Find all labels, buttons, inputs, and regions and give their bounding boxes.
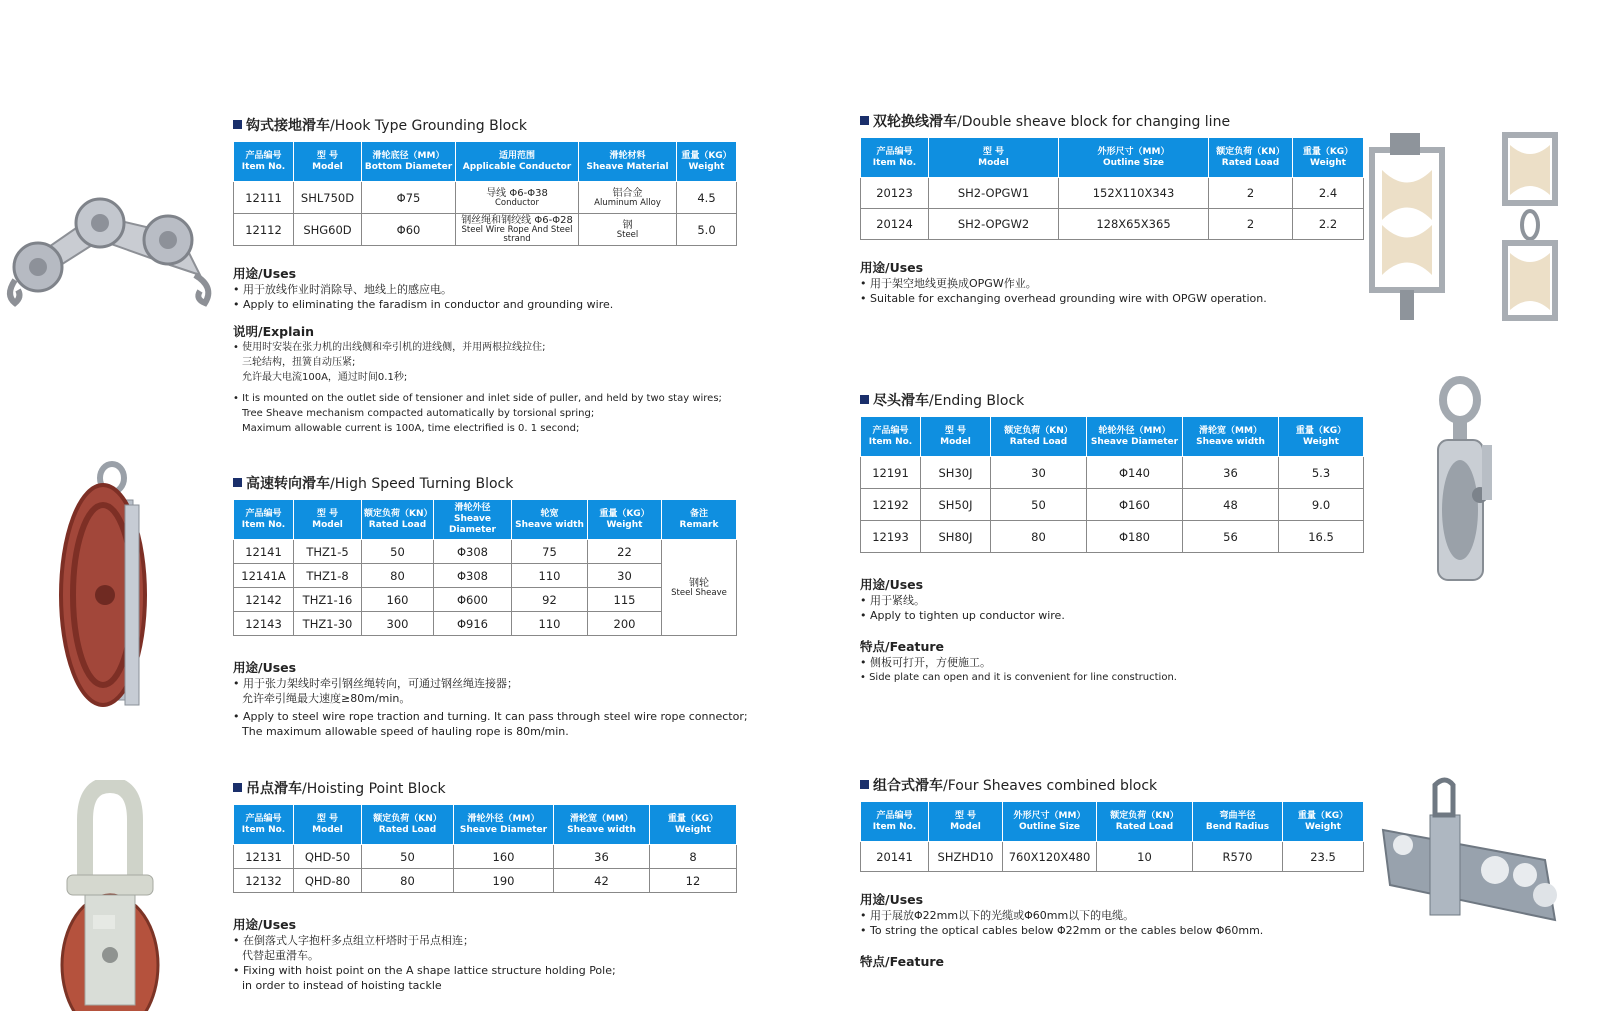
uses-block: 用途/Uses • 在倒落式人字抱杆多点组立杆塔时于吊点相连； 代替起重滑车。 • Fixing with hoist point on the A shape lattice structure holding Pole; in order to instead of hoisting tackle bbox=[233, 915, 737, 993]
table-header-row: 产品编号 Item No. 型 号 Model 外形尺寸（MM） Outline Size 额定负荷（KN） Rated Load 弯曲半径 Bend Radius 重量（KG） Weight bbox=[861, 802, 1364, 842]
uses-block: 用途/Uses • 用于展放Φ22mm以下的光缆或Φ60mm以下的电缆。 • To string the optical cables below Φ22mm or the cables below Φ60mm. bbox=[860, 890, 1364, 938]
square-bullet-icon bbox=[233, 783, 242, 792]
section-high-speed-turning-block bbox=[233, 473, 748, 739]
header-cell: 型 号 Model bbox=[294, 142, 362, 182]
section-title: 吊点滑车/Hoisting Point Block bbox=[233, 778, 737, 798]
section-hoisting-point-block bbox=[233, 778, 737, 993]
spec-table bbox=[233, 804, 737, 893]
feature-block: 特点/Feature • 侧板可打开，方便施工。 • Side plate can open and it is convenient for line construction. bbox=[860, 637, 1364, 685]
table-row: 12192 SH50J 50 Φ160 48 9.0 bbox=[861, 489, 1364, 521]
spec-table bbox=[860, 801, 1364, 872]
table-row: 20124 SH2-OPGW2 128X65X365 2 2.2 bbox=[861, 209, 1364, 240]
square-bullet-icon bbox=[860, 395, 869, 404]
ending-block-photo bbox=[1420, 375, 1510, 590]
table-header-row: 产品编号 Item No. 型 号 Model 额定负荷（KN） Rated Load 滑轮外径（MM） Sheave Diameter 滑轮宽（MM） Sheave width 重量（KG） Weight bbox=[234, 805, 737, 845]
section-title: 钩式接地滑车/Hook Type Grounding Block bbox=[233, 115, 737, 135]
square-bullet-icon bbox=[860, 116, 869, 125]
remark-cell: 钢轮 Steel Sheave bbox=[662, 540, 737, 636]
header-cell: 滑轮材料 Sheave Material bbox=[579, 142, 677, 182]
table-row: 12141 THZ1-5 50 Φ308 75 22 钢轮 Steel Sheave bbox=[234, 540, 737, 564]
header-cell: 适用范围 Applicable Conductor bbox=[456, 142, 579, 182]
header-cell: 滑轮底径（MM） Bottom Diameter bbox=[362, 142, 456, 182]
table-row: 12141A THZ1-8 80 Φ308 110 30 bbox=[234, 564, 737, 588]
section-double-sheave-block bbox=[860, 111, 1364, 306]
table-row: 12193 SH80J 80 Φ180 56 16.5 bbox=[861, 521, 1364, 553]
spec-table bbox=[233, 141, 737, 246]
table-header-row: 产品编号 Item No. 型 号 Model 额定负荷（KN） Rated Load 轮轮外径（MM） Sheave Diameter 滑轮宽（MM） Sheave width 重量（KG） Weight bbox=[861, 417, 1364, 457]
double-sheave-block-photo bbox=[1360, 125, 1570, 335]
table-row: 12131 QHD-50 50 160 36 8 bbox=[234, 845, 737, 869]
section-title: 双轮换线滑车/Double sheave block for changing line bbox=[860, 111, 1364, 131]
section-title: 高速转向滑车/High Speed Turning Block bbox=[233, 473, 748, 493]
header-cell: 产品编号 Item No. bbox=[234, 142, 294, 182]
table-row: 12112 SHG60D Φ60 钢丝绳和钢绞线 Φ6-Φ28 Steel Wire Rope And Steel strand 钢 Steel 5.0 bbox=[234, 214, 737, 246]
section-title: 组合式滑车/Four Sheaves combined block bbox=[860, 775, 1364, 795]
square-bullet-icon bbox=[860, 780, 869, 789]
section-title: 尽头滑车/Ending Block bbox=[860, 390, 1364, 410]
explain-block: 说明/Explain • 使用时安装在张力机的出线侧和牵引机的进线侧，并用两根拉线拉住; 三轮结构，扭簧自动压紧; 允许最大电流100A，通过时间0.1秒; • It is mounted on the outlet side of tensioner and inlet side of puller, and held by two stay wires; Tree Sheave mechanism compacted automatically by torsional spring; Maximum allowable current is 100A, time electrified is 0. 1 second; bbox=[233, 322, 737, 436]
table-row: 12111 SHL750D Φ75 导线 Φ6-Φ38 Conductor 铝合金 Aluminum Alloy 4.5 bbox=[234, 182, 737, 214]
table-header-row: 产品编号 Item No. 型 号 Model 额定负荷（KN） Rated Load 滑轮外径 Sheave Diameter 轮宽 Sheave width 重量（KG） Weight 备注 Remark bbox=[234, 500, 737, 540]
uses-block: 用途/Uses • 用于紧线。 • Apply to tighten up conductor wire. bbox=[860, 575, 1364, 623]
hook-grounding-block-photo bbox=[0, 195, 225, 320]
section-ending-block bbox=[860, 390, 1364, 685]
spec-table bbox=[233, 499, 737, 636]
table-header-row: 产品编号 Item No. 型 号 Model 外形尺寸（MM） Outline Size 额定负荷（KN） Rated Load 重量（KG） Weight bbox=[861, 138, 1364, 178]
table-row: 12143 THZ1-30 300 Φ916 110 200 bbox=[234, 612, 737, 636]
hoisting-point-block-photo bbox=[45, 780, 175, 1011]
table-row: 20141 SHZHD10 760X120X480 10 R570 23.5 bbox=[861, 842, 1364, 872]
table-row: 12142 THZ1-16 160 Φ600 92 115 bbox=[234, 588, 737, 612]
square-bullet-icon bbox=[233, 478, 242, 487]
uses-block: 用途/Uses • 用于放线作业时消除导、地线上的感应电。 • Apply to eliminating the faradism in conductor and grounding wire. bbox=[233, 264, 737, 312]
section-hook-grounding-block bbox=[233, 115, 737, 436]
four-sheaves-combined-block-photo bbox=[1375, 775, 1570, 935]
uses-block: 用途/Uses • 用于张力架线时牵引钢丝绳转向，可通过钢丝绳连接器； 允许牵引绳最大速度≥80m/min。 • Apply to steel wire rope traction and turning. It can pass through steel wire rope connector; The maximum allowable speed of hauling rope is 80m/min. bbox=[233, 658, 748, 739]
high-speed-turning-block-photo bbox=[55, 460, 175, 715]
section-four-sheaves-combined-block bbox=[860, 775, 1364, 970]
table-row: 12132 QHD-80 80 190 42 12 bbox=[234, 869, 737, 893]
square-bullet-icon bbox=[233, 120, 242, 129]
feature-block: 特点/Feature bbox=[860, 954, 945, 969]
table-row: 12191 SH30J 30 Φ140 36 5.3 bbox=[861, 457, 1364, 489]
table-header-row bbox=[234, 142, 737, 182]
header-cell: 重量（KG） Weight bbox=[677, 142, 737, 182]
table-row: 20123 SH2-OPGW1 152X110X343 2 2.4 bbox=[861, 178, 1364, 209]
spec-table bbox=[860, 137, 1364, 240]
uses-block: 用途/Uses • 用于架空地线更换成OPGW作业。 • Suitable for exchanging overhead grounding wire with OPGW operation. bbox=[860, 258, 1364, 306]
spec-table bbox=[860, 416, 1364, 553]
